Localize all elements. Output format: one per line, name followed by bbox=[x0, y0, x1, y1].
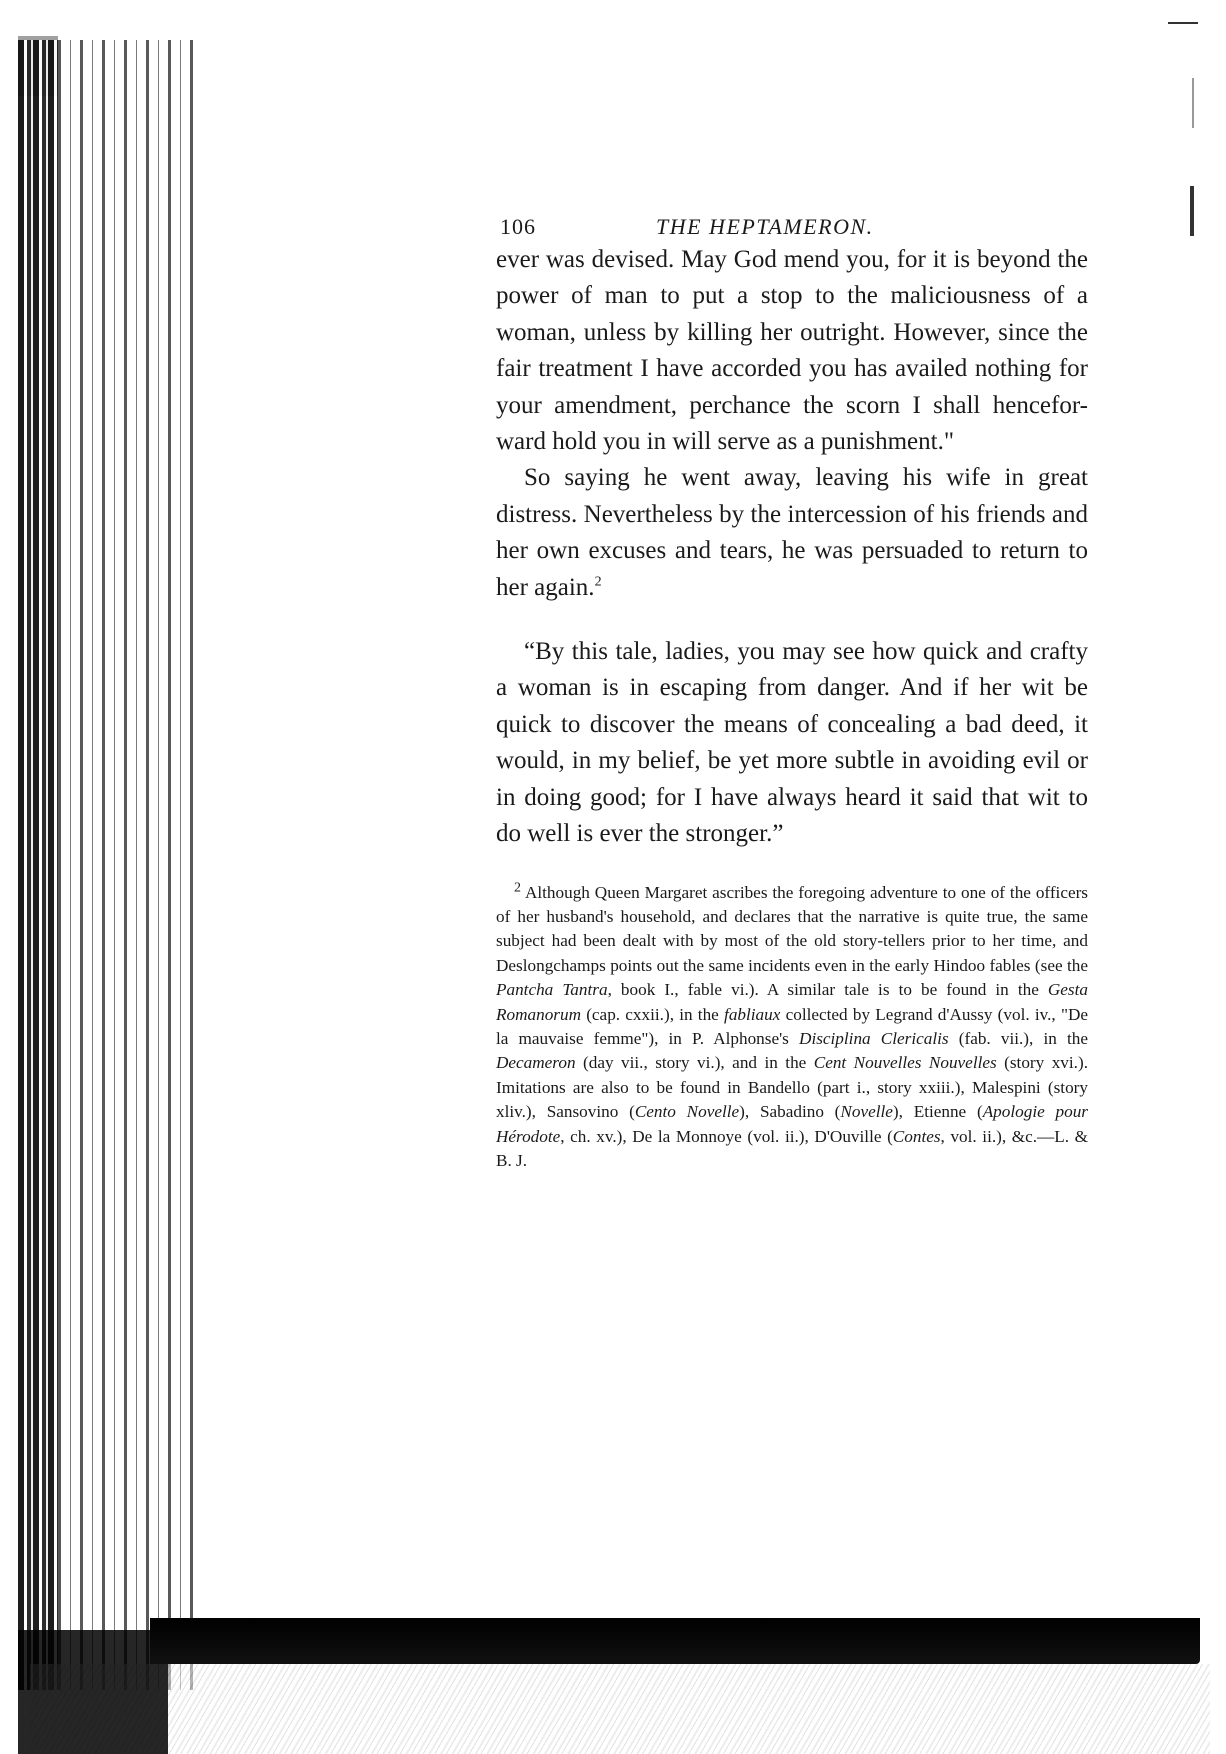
right-edge-mark bbox=[1168, 22, 1198, 24]
paragraph-3: “By this tale, ladies, you may see how quick and crafty a woman is in escaping from danger. And if her wit be quick to discover the means of concealing a bad deed, it would, in my belief, be yet more subtle in avoiding evil or in doing good; for I have always heard it said that wit to do well is ever the stronger.” bbox=[496, 638, 1088, 848]
footnote-title: Disciplina Clericalis bbox=[799, 1028, 949, 1048]
footnote-text: (story xvi.). Imitations are also to be found in Bandello (part i., story xxiii.), Malespini (story xliv.), Sansovino ( bbox=[496, 1053, 1088, 1122]
footnote-text: ), Etienne ( bbox=[892, 1102, 983, 1122]
footnote-text: , book I., fable vi.). A similar tale is to be found in the bbox=[607, 980, 1048, 1000]
footnote-marker: 2 bbox=[514, 879, 521, 895]
footnote-title: Decameron bbox=[496, 1053, 576, 1073]
book-page bbox=[496, 206, 1088, 1191]
bottom-edge-shadow bbox=[150, 1618, 1200, 1664]
footnote-text: , ch. xv.), De la Monnoye (vol. ii.), D'Ouville ( bbox=[560, 1126, 893, 1146]
footnote-title: Gesta Romanorum bbox=[496, 980, 1088, 1024]
book-gutter bbox=[18, 40, 58, 1690]
footnote-title: Contes bbox=[892, 1126, 941, 1146]
footnote-reference: 2 bbox=[594, 574, 602, 590]
footnote-title: fabliaux bbox=[724, 1004, 781, 1024]
paragraph-2 bbox=[496, 460, 1088, 606]
footnote-text: collected by Legrand d'Aussy (vol. iv., "De la mauvaise femme"), in P. Alphonse's bbox=[496, 1004, 1088, 1048]
header-title: THE HEPTAMERON. bbox=[656, 214, 874, 239]
footnote-title: Cent Nouvelles Nouvelles bbox=[813, 1053, 997, 1073]
footnote-text: , vol. ii.), &c.—L. & B. J. bbox=[496, 1126, 1088, 1170]
right-edge-mark bbox=[1190, 186, 1194, 236]
paragraph-1: ever was devised. May God mend you, for it is beyond the power of man to put a stop to the maliciousness of a woman, unless by killing her outright. However, since the fair treatment I have accorded you has availed nothing for your amendment, perchance the scorn I shall hencefor-ward hold you in will serve as a punishment." bbox=[496, 246, 1088, 456]
body-text bbox=[496, 242, 1088, 853]
page-number: 106 bbox=[500, 214, 536, 239]
running-head bbox=[496, 206, 1088, 242]
footnote-title: Pantcha Tantra bbox=[496, 980, 608, 1000]
footnote-text: ), Sabadino ( bbox=[739, 1102, 841, 1122]
bottom-scan-noise bbox=[30, 1664, 1210, 1754]
footnote-title: Novelle bbox=[840, 1102, 893, 1122]
footnote-text: (cap. cxxii.), in the bbox=[580, 1004, 725, 1024]
bottom-left-shadow bbox=[18, 1630, 168, 1754]
footnote-text: (fab. vii.), in the bbox=[948, 1028, 1089, 1048]
footnote-title: Cento Novelle bbox=[634, 1102, 740, 1122]
footnote-text: Although Queen Margaret ascribes the foregoing adventure to one of the officers of her husband's household, and declares that the narrative is quite true, the same subject had been dealt with by most of the old story-tellers prior to her time, and Deslongchamps points out the same incidents even in the early Hindoo fables (see the bbox=[496, 882, 1088, 975]
section-break bbox=[496, 606, 1088, 634]
footnote-title: Apologie pour Hérodote bbox=[496, 1102, 1088, 1146]
footnote-text: (day vii., story vi.), and in the bbox=[575, 1053, 814, 1073]
book-gutter-shadow bbox=[58, 40, 198, 1690]
footnote bbox=[496, 881, 1088, 1174]
right-edge-mark bbox=[1192, 78, 1194, 128]
paragraph-2-text: So saying he went away, leaving his wife in great distress. Nevertheless by the intercession of his friends and her own excuses and tears, he was persuaded to return to her again. bbox=[496, 464, 1088, 601]
